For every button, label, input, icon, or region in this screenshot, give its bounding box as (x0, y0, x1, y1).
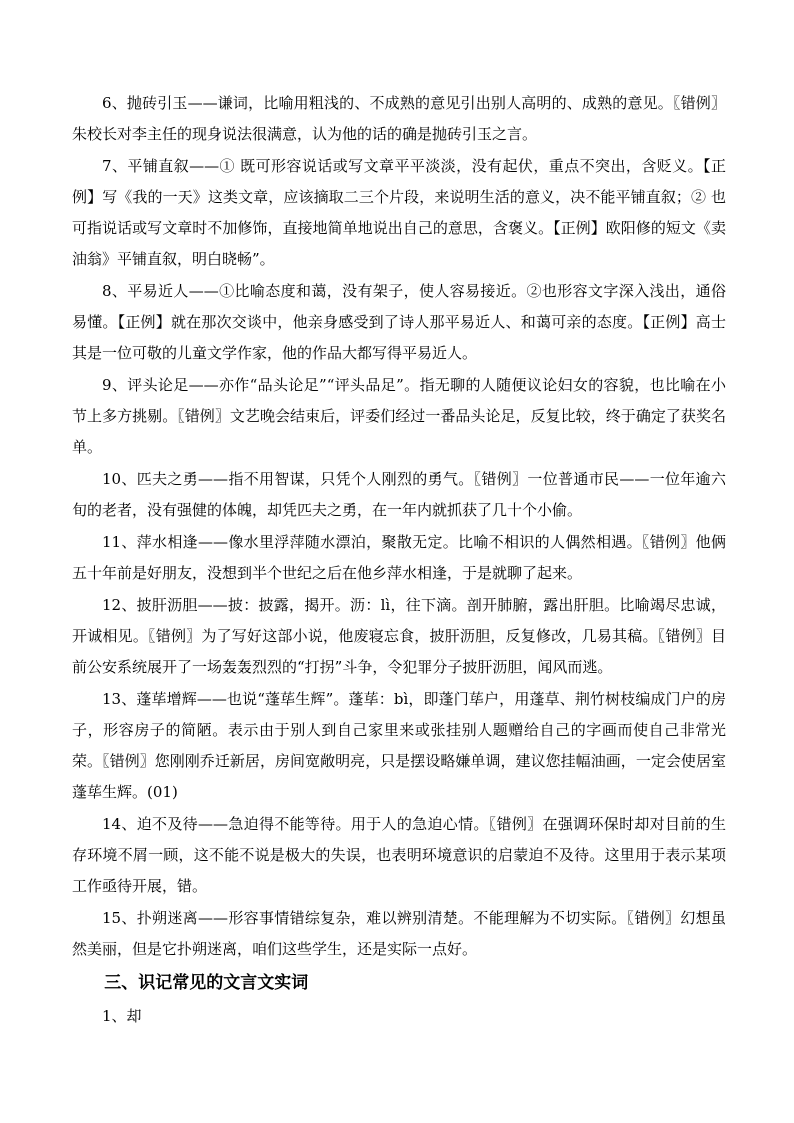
section-title: 三、识记常见的文言文实词 (104, 973, 309, 993)
section-item-1: 1、却 (102, 1007, 142, 1025)
idiom-entry-15: 15、扑朔迷离——形容事情错综复杂，难以辨别清楚。不能理解为不切实际。〖错例〗幻想虽然美丽，但是它扑朔迷离，咱们这些学生，还是实际一点好。 (72, 909, 726, 958)
idiom-entry-9: 9、评头论足——亦作“品头论足”“评头品足”。指无聊的人随便议论妇女的容貌，也比喻在小节上多方挑剔。〖错例〗文艺晚会结束后，评委们经过一番品头论足，反复比较，终于确定了获奖名单。 (72, 376, 726, 456)
idiom-entry-7: 7、平铺直叙——① 既可形容说话或写文章平平淡淡，没有起伏，重点不突出，含贬义。【正例】写《我的一天》这类文章，应该摘取二三个片段，来说明生活的意义，决不能平铺直叙；② 也可指说话或写文章时不加修饰，直接地简单地说出自己的意思，含褒义。【正例】欧阳修的短文《卖油翁》平铺直叙，明白晓畅”。 (72, 157, 726, 268)
idiom-entry-12: 12、披肝沥胆——披：披露，揭开。沥：lì，往下滴。剖开肺腑，露出肝胆。比喻竭尽忠诚，开诚相见。〖错例〗为了写好这部小说，他废寝忘食，披肝沥胆，反复修改，几易其稿。〖错例〗目前公安系统展开了一场轰轰烈烈的“打拐”斗争，令犯罪分子披肝沥胆，闻风而逃。 (72, 596, 726, 676)
document-body (72, 88, 726, 1032)
idiom-entry-10: 10、匹夫之勇——指不用智谋，只凭个人刚烈的勇气。〖错例〗一位普通市民——一位年逾六旬的老者，没有强健的体魄，却凭匹夫之勇，在一年内就抓获了几十个小偷。 (72, 470, 726, 519)
idiom-entry-6: 6、抛砖引玉——谦词，比喻用粗浅的、不成熟的意见引出别人高明的、成熟的意见。〖错例〗朱校长对李主任的现身说法很满意，认为他的话的确是抛砖引玉之言。 (72, 94, 726, 143)
idiom-entry-11: 11、萍水相逢——像水里浮萍随水漂泊，聚散无定。比喻不相识的人偶然相遇。〖错例〗他俩五十年前是好朋友，没想到半个世纪之后在他乡萍水相逢，于是就聊了起来。 (72, 533, 726, 582)
idiom-entry-14: 14、迫不及待——急迫得不能等待。用于人的急迫心情。〖错例〗在强调环保时却对目前的生存环境不屑一顾，这不能不说是极大的失误，也表明环境意识的启蒙迫不及待。这里用于表示某项工作亟待开展，错。 (72, 815, 726, 895)
idiom-entry-13: 13、蓬荜增辉——也说“蓬荜生辉”。蓬荜：bì，即蓬门荜户，用蓬草、荆竹树枝编成门户的房子，形容房子的简陋。表示由于别人到自己家里来或张挂别人题赠给自己的字画而使自己非常光荣。〖错例〗您刚刚乔迁新居，房间宽敞明亮，只是摆设略嫌单调，建议您挂幅油画，一定会使居室蓬荜生辉。(01) (72, 690, 726, 801)
idiom-entry-8: 8、平易近人——①比喻态度和蔼，没有架子，使人容易接近。②也形容文字深入浅出，通俗易懂。【正例】就在那次交谈中，他亲身感受到了诗人那平易近人、和蔼可亲的态度。【正例】高士其是一位可敬的儿童文学作家，他的作品大都写得平易近人。 (72, 282, 726, 362)
